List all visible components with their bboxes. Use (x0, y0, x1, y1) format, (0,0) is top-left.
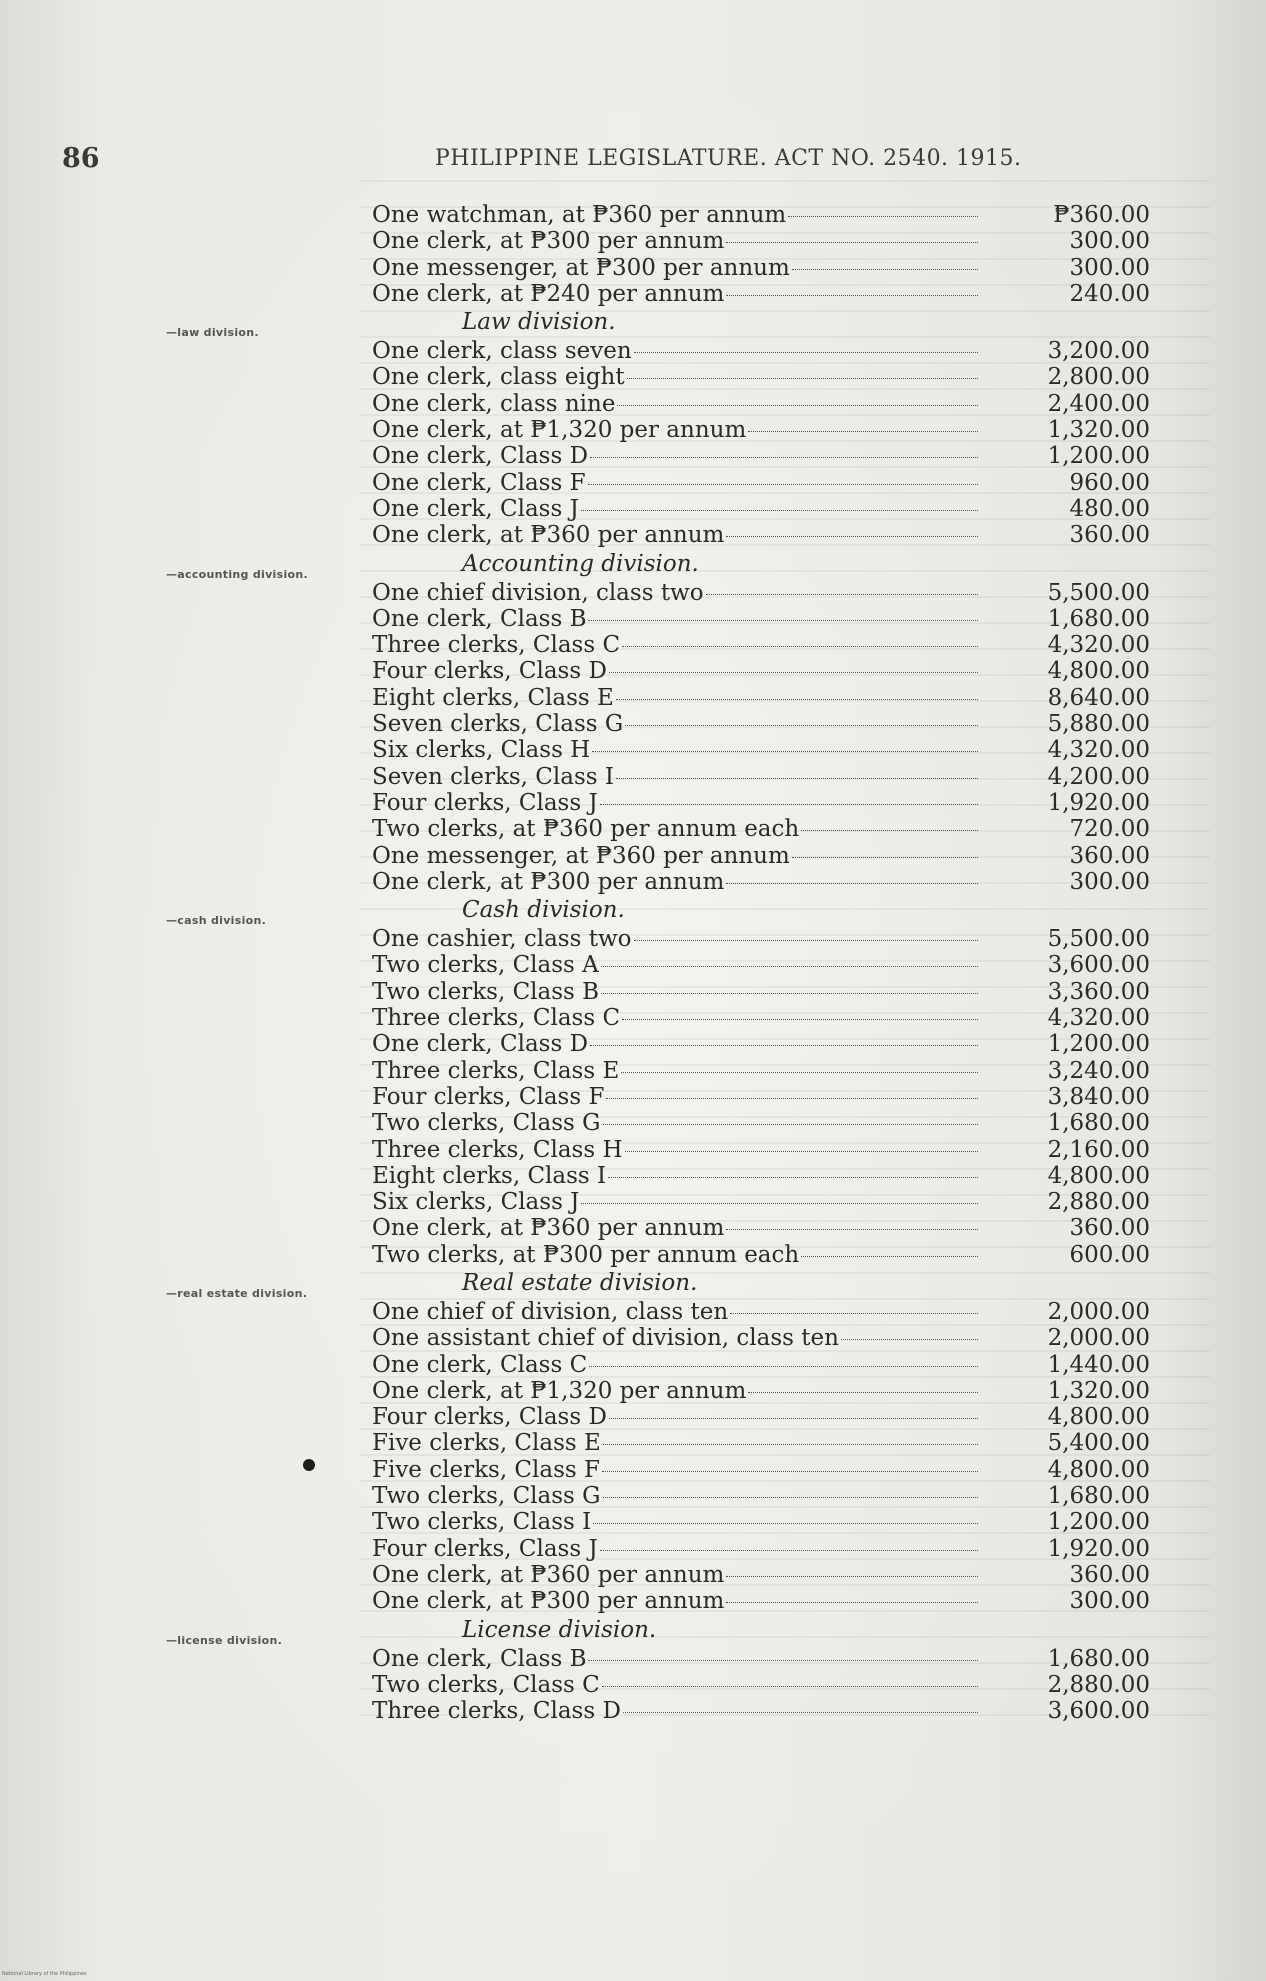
position-description: One clerk, class eight (372, 364, 625, 391)
appropriation-row (372, 926, 1150, 952)
dot-leader (601, 966, 978, 967)
position-description: Two clerks, Class B (372, 978, 600, 1005)
dot-leader (590, 1045, 978, 1046)
dot-leader (726, 242, 978, 243)
appropriation-row (372, 1646, 1150, 1672)
dot-leader (601, 993, 978, 994)
amount-value: 1,680.00 (1047, 1483, 1150, 1510)
appropriation-row (372, 790, 1150, 816)
appropriation-row (372, 1562, 1150, 1588)
appropriation-row (372, 1404, 1150, 1430)
amount-value: 4,320.00 (1047, 1005, 1150, 1032)
dot-leader (706, 594, 978, 595)
division-heading-text: Accounting division. (462, 550, 699, 577)
dot-leader (730, 1313, 978, 1314)
dot-leader (588, 484, 978, 485)
position-description: One chief division, class two (372, 579, 704, 606)
amount-value: 1,200.00 (1047, 1031, 1150, 1058)
amount-value: 360.00 (1069, 1215, 1150, 1242)
appropriation-row (372, 1137, 1150, 1163)
appropriation-row (372, 443, 1150, 469)
dot-leader (600, 804, 978, 805)
appropriation-row (372, 1084, 1150, 1110)
position-description: One clerk, at ₱1,320 per annum (372, 1377, 747, 1404)
appropriation-row (372, 658, 1150, 684)
position-description: One clerk, class nine (372, 390, 616, 417)
position-description: Five clerks, Class F (372, 1456, 600, 1483)
amount-value: 3,600.00 (1047, 1698, 1150, 1725)
amount-value: 4,800.00 (1047, 1456, 1150, 1483)
appropriation-row (372, 580, 1150, 606)
position-description: One clerk, at ₱1,320 per annum (372, 417, 747, 444)
position-description: Six clerks, Class H (372, 737, 591, 764)
dot-leader (726, 536, 978, 537)
dot-leader (625, 1151, 978, 1152)
appropriation-row (372, 843, 1150, 869)
appropriation-row (372, 1242, 1150, 1268)
dot-leader (623, 1712, 978, 1713)
appropriation-row (372, 1325, 1150, 1351)
position-description: Three clerks, Class C (372, 1005, 621, 1032)
position-description: One clerk, Class F (372, 469, 586, 496)
amount-value: 3,360.00 (1047, 978, 1150, 1005)
position-description: Two clerks, Class A (372, 952, 599, 979)
position-description: One clerk, class seven (372, 338, 632, 365)
amount-value: 300.00 (1069, 868, 1150, 895)
amount-value: 2,000.00 (1047, 1325, 1150, 1352)
position-description: Eight clerks, Class I (372, 1162, 607, 1189)
dot-leader (634, 940, 978, 941)
amount-value: 4,800.00 (1047, 1162, 1150, 1189)
page-number: 86 (62, 143, 100, 174)
dot-leader (801, 830, 978, 831)
division-heading (166, 1615, 1150, 1647)
dot-leader (589, 1366, 978, 1367)
amount-value: 1,680.00 (1047, 605, 1150, 632)
dot-leader (634, 352, 978, 353)
amount-value: 4,800.00 (1047, 1404, 1150, 1431)
position-description: Seven clerks, Class I (372, 763, 614, 790)
amount-value: 2,000.00 (1047, 1298, 1150, 1325)
running-head: PHILIPPINE LEGISLATURE. ACT NO. 2540. 1915. (435, 146, 1022, 171)
amount-value: 1,320.00 (1047, 1377, 1150, 1404)
dot-leader (801, 1256, 978, 1257)
division-heading (166, 307, 1150, 340)
margin-note: —law division. (166, 326, 259, 340)
appropriation-row (372, 1672, 1150, 1698)
dot-leader (616, 778, 978, 779)
appropriation-row (372, 816, 1150, 842)
amount-value: 5,500.00 (1047, 926, 1150, 953)
appropriation-row (372, 391, 1150, 417)
dot-leader (588, 620, 978, 621)
position-description: One clerk, at ₱300 per annum (372, 228, 725, 255)
position-description: One clerk, Class D (372, 443, 589, 470)
dot-leader (609, 1418, 978, 1419)
amount-value: 4,800.00 (1047, 658, 1150, 685)
scan-footer-note: National Library of the Philippines (2, 1971, 87, 1977)
amount-value: 3,600.00 (1047, 952, 1150, 979)
dot-leader (726, 1229, 978, 1230)
amount-value: 720.00 (1069, 816, 1150, 843)
amount-value: 240.00 (1069, 280, 1150, 307)
dot-leader (625, 725, 978, 726)
appropriation-row (372, 1457, 1150, 1483)
amount-value: 360.00 (1069, 1561, 1150, 1588)
dot-leader (592, 751, 978, 752)
appropriation-list (166, 202, 1150, 1725)
amount-value: 1,200.00 (1047, 1509, 1150, 1536)
dot-leader (603, 1497, 978, 1498)
position-description: One clerk, at ₱240 per annum (372, 280, 725, 307)
position-description: One chief of division, class ten (372, 1298, 729, 1325)
amount-value: 2,160.00 (1047, 1136, 1150, 1163)
appropriation-row (372, 338, 1150, 364)
position-description: One messenger, at ₱300 per annum (372, 254, 790, 281)
dot-leader (606, 1098, 978, 1099)
position-description: Two clerks, at ₱300 per annum each (372, 1241, 800, 1268)
position-description: Five clerks, Class E (372, 1430, 601, 1457)
margin-note: —real estate division. (166, 1286, 308, 1300)
appropriation-row (372, 685, 1150, 711)
division-heading-text: License division. (462, 1616, 657, 1643)
appropriation-row (372, 1588, 1150, 1614)
dot-leader (603, 1124, 978, 1125)
appropriation-row (372, 1509, 1150, 1535)
position-description: Eight clerks, Class E (372, 684, 614, 711)
dot-leader (617, 405, 978, 406)
appropriation-row (372, 1058, 1150, 1084)
amount-value: ₱360.00 (1053, 202, 1150, 228)
appropriation-row (372, 1163, 1150, 1189)
margin-note: —license division. (166, 1633, 283, 1647)
division-heading (166, 895, 1150, 928)
position-description: Three clerks, Class H (372, 1136, 623, 1163)
position-description: Three clerks, Class D (372, 1698, 621, 1725)
position-description: Four clerks, Class D (372, 1404, 607, 1431)
amount-value: 1,680.00 (1047, 1110, 1150, 1137)
dot-leader (603, 1444, 978, 1445)
appropriation-row (372, 711, 1150, 737)
position-description: Three clerks, Class E (372, 1057, 620, 1084)
position-description: One clerk, at ₱360 per annum (372, 522, 725, 549)
appropriation-row (372, 737, 1150, 763)
dot-leader (622, 1019, 978, 1020)
position-description: Four clerks, Class D (372, 658, 607, 685)
division-heading (166, 1268, 1150, 1300)
dot-leader (602, 1686, 978, 1687)
amount-value: 960.00 (1069, 469, 1150, 496)
dot-leader (593, 1523, 978, 1524)
position-description: Two clerks, Class I (372, 1509, 592, 1536)
position-description: Six clerks, Class J (372, 1189, 580, 1216)
position-description: Two clerks, at ₱360 per annum each (372, 816, 800, 843)
position-description: Seven clerks, Class G (372, 711, 624, 738)
dot-leader (726, 1602, 978, 1603)
position-description: One clerk, Class B (372, 605, 587, 632)
position-description: One assistant chief of division, class ten (372, 1325, 839, 1352)
appropriation-row (372, 632, 1150, 658)
amount-value: 2,880.00 (1047, 1671, 1150, 1698)
appropriation-row (372, 417, 1150, 443)
position-description: Four clerks, Class J (372, 789, 598, 816)
position-description: One cashier, class two (372, 926, 632, 953)
amount-value: 2,880.00 (1047, 1189, 1150, 1216)
dot-leader (726, 295, 978, 296)
appropriation-row (372, 496, 1150, 522)
dot-leader (588, 1660, 978, 1661)
dot-leader (621, 1072, 978, 1073)
dot-leader (748, 431, 978, 432)
dot-leader (627, 378, 978, 379)
dot-leader (581, 1203, 978, 1204)
dot-leader (726, 883, 978, 884)
appropriation-row (372, 606, 1150, 632)
amount-value: 8,640.00 (1047, 684, 1150, 711)
division-heading-text: Cash division. (462, 897, 625, 924)
dot-leader (792, 269, 978, 270)
dot-leader (590, 457, 978, 458)
division-heading (166, 549, 1150, 581)
position-description: One messenger, at ₱360 per annum (372, 842, 790, 869)
amount-value: 300.00 (1069, 228, 1150, 255)
amount-value: 5,400.00 (1047, 1430, 1150, 1457)
dot-leader (616, 699, 978, 700)
position-description: Three clerks, Class C (372, 632, 621, 659)
amount-value: 3,840.00 (1047, 1083, 1150, 1110)
amount-value: 3,240.00 (1047, 1057, 1150, 1084)
position-description: One clerk, Class J (372, 495, 579, 522)
appropriation-row (372, 1430, 1150, 1456)
appropriation-row (372, 1031, 1150, 1057)
appropriation-row (372, 1378, 1150, 1404)
position-description: One clerk, at ₱360 per annum (372, 1561, 725, 1588)
position-description: Four clerks, Class J (372, 1535, 598, 1562)
ink-dot-mark (303, 1459, 315, 1471)
position-description: One clerk, Class D (372, 1031, 589, 1058)
dot-leader (609, 672, 978, 673)
amount-value: 1,680.00 (1047, 1645, 1150, 1672)
appropriation-row (372, 470, 1150, 496)
appropriation-row (372, 255, 1150, 281)
amount-value: 300.00 (1069, 254, 1150, 281)
appropriation-row (372, 1110, 1150, 1136)
appropriation-row (372, 1536, 1150, 1562)
dot-leader (602, 1471, 978, 1472)
appropriation-row (372, 869, 1150, 895)
amount-value: 300.00 (1069, 1588, 1150, 1615)
appropriation-row (372, 1299, 1150, 1325)
position-description: Two clerks, Class C (372, 1671, 600, 1698)
amount-value: 4,200.00 (1047, 763, 1150, 790)
amount-value: 4,320.00 (1047, 632, 1150, 659)
appropriation-row (372, 1189, 1150, 1215)
position-description: One clerk, at ₱300 per annum (372, 1588, 725, 1615)
appropriation-row (372, 764, 1150, 790)
position-description: One clerk, Class B (372, 1645, 587, 1672)
appropriation-row (372, 1698, 1150, 1724)
division-heading-text: Real estate division. (462, 1269, 698, 1296)
position-description: One clerk, Class C (372, 1351, 588, 1378)
amount-value: 480.00 (1069, 495, 1150, 522)
amount-value: 2,400.00 (1047, 390, 1150, 417)
division-heading-text: Law division. (462, 309, 616, 336)
appropriation-row (372, 202, 1150, 228)
amount-value: 1,320.00 (1047, 417, 1150, 444)
position-description: One clerk, at ₱300 per annum (372, 868, 725, 895)
appropriation-row (372, 952, 1150, 978)
appropriation-row (372, 364, 1150, 390)
amount-value: 2,800.00 (1047, 364, 1150, 391)
position-description: One watchman, at ₱360 per annum (372, 202, 787, 228)
margin-note: —cash division. (166, 914, 267, 928)
dot-leader (748, 1392, 978, 1393)
amount-value: 1,440.00 (1047, 1351, 1150, 1378)
dot-leader (726, 1576, 978, 1577)
amount-value: 3,200.00 (1047, 338, 1150, 365)
dot-leader (622, 646, 978, 647)
dot-leader (792, 857, 978, 858)
position-description: One clerk, at ₱360 per annum (372, 1215, 725, 1242)
appropriation-row (372, 281, 1150, 307)
dot-leader (581, 510, 978, 511)
amount-value: 600.00 (1069, 1241, 1150, 1268)
position-description: Two clerks, Class G (372, 1483, 601, 1510)
position-description: Two clerks, Class G (372, 1110, 601, 1137)
amount-value: 1,920.00 (1047, 1535, 1150, 1562)
position-description: Four clerks, Class F (372, 1083, 605, 1110)
appropriation-row (372, 1005, 1150, 1031)
amount-value: 360.00 (1069, 842, 1150, 869)
dot-leader (841, 1339, 978, 1340)
margin-note: —accounting division. (166, 567, 309, 581)
amount-value: 1,920.00 (1047, 789, 1150, 816)
dot-leader (608, 1177, 978, 1178)
appropriation-row (372, 1352, 1150, 1378)
amount-value: 1,200.00 (1047, 443, 1150, 470)
amount-value: 5,880.00 (1047, 711, 1150, 738)
dot-leader (600, 1550, 978, 1551)
appropriation-row (372, 228, 1150, 254)
appropriation-row (372, 1483, 1150, 1509)
amount-value: 4,320.00 (1047, 737, 1150, 764)
appropriation-row (372, 1215, 1150, 1241)
amount-value: 5,500.00 (1047, 579, 1150, 606)
dot-leader (788, 216, 978, 217)
amount-value: 360.00 (1069, 522, 1150, 549)
appropriation-row (372, 979, 1150, 1005)
appropriation-row (372, 522, 1150, 548)
